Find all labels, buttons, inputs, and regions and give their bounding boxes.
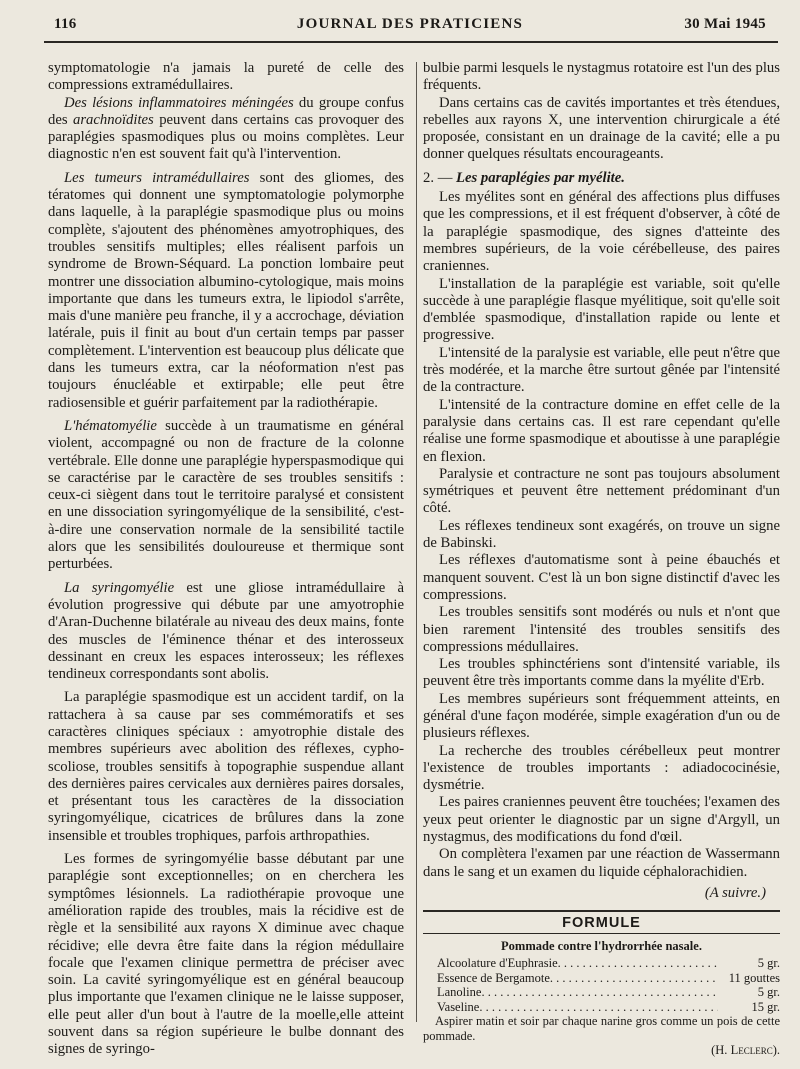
right-column: [423, 60, 780, 1058]
formule-rule-bottom: [423, 933, 780, 934]
ingredient-name: Lanoline: [437, 985, 482, 1000]
paragraph: Les paires craniennes peuvent être touchées; l'examen des yeux peut orienter le diagnostic par un signe d'Argyll, un nystagmus, des modifications du fond d'œil.: [423, 794, 780, 846]
term-hematomyelie: L'hématomyélie: [64, 417, 157, 434]
author-name: Leclerc: [730, 1043, 773, 1058]
paragraph: Les membres supérieurs sont fréquemment atteints, en général d'une façon modérée, simple exagération d'un ou de plusieurs réflexes.: [423, 690, 780, 742]
ingredient-name: Vaseline: [437, 999, 480, 1014]
paragraph: Paralysie et contracture ne sont pas toujours absolument symétriques et peuvent être nettement prédominant d'un côté.: [423, 465, 780, 517]
paragraph: La syringomyélie est une gliose intramédullaire à évolution progressive qui débute par une amyotrophie d'Aran-Duchenne bilatérale au niveau des deux mains, fonte des muscles de l'éminence thénar et des interosseux dessinant en creux les espaces interosseux; les réflexes tendineux correspondants sont abolis.: [48, 579, 404, 683]
formule-subtitle: Pommade contre l'hydrorrhée nasale.: [501, 939, 702, 954]
left-column: [48, 60, 404, 1059]
formule-title: FORMULE: [562, 915, 641, 932]
paragraph: L'intensité de la paralysie est variable, elle peut n'être que très modérée, et la marche être surtout gênée par l'intensité de la contracture.: [423, 344, 780, 396]
ingredient-qty: 15 gr.: [751, 999, 780, 1014]
paragraph: bulbie parmi lesquels le nystagmus rotatoire est l'un des plus fréquents.: [423, 60, 780, 94]
paragraph: La recherche des troubles cérébelleux peut montrer l'existence de troubles importants : adiadococinésie, dysmétrie.: [423, 742, 780, 794]
term-syringomyelie: La syringomyélie: [64, 579, 175, 596]
paragraph: Les troubles sphinctériens sont d'intensité variable, ils peuvent être très importants comme dans la myélite d'Erb.: [423, 656, 780, 690]
term-tumeurs: Les tumeurs intramédullaires: [64, 169, 250, 186]
paragraph: L'intensité de la contracture domine en effet celle de la paralysie dans certains cas. Il est rare cependant qu'elle réalise une forme spasmodique et aboutisse à une paraplégie en flexion.: [423, 396, 780, 465]
paragraph: L'installation de la paraplégie est variable, soit qu'elle succède à une paraplégie flasque myélitique, soit qu'elle soit d'emblée spasmodique, d'installation rapide ou lente et progressive.: [423, 275, 780, 344]
journal-title: JOURNAL DES PRATICIENS: [296, 16, 524, 32]
issue-date: 30 Mai 1945: [684, 16, 766, 32]
ingredient-qty: 5 gr.: [757, 985, 780, 1000]
paragraph: L'hématomyélie succède à un traumatisme en général violent, accompagné ou non de fracture de la colonne vertébrale. Elle donne une paraplégie hyperspasmodique qui se caractérise par le caractère de ses troubles sensitifs : ceux-ci siègent dans tout le territoire paralysé et consistent en une dissociation syringomyélique de la sensibilité, c'est-à-dire une conservation normale de la sensibilité tactile alors que les sensibilités douloureuse et thermique sont perturbées.: [48, 417, 404, 573]
paragraph: Dans certains cas de cavités importantes et très étendues, rebelles aux rayons X, une intervention chirurgicale a été proposée, consistant en un drainage de la cavité; elle a pu donner quelques résultats encourageants.: [423, 94, 780, 163]
formule-row: [423, 956, 780, 971]
column-divider: [416, 62, 417, 1022]
ingredient-name: Alcoolature d'Euphrasie: [437, 956, 558, 971]
paragraph: La paraplégie spasmodique est un accident tardif, on la rattachera à sa cause par ses commémoratifs et ses caractères cliniques spéciaux : amyotrophie distale des membres supérieurs avec abolition des réflexes, cypho-scoliose, troubles sensitifs à topographie suspendue allant des dernières paires cervicales aux dernières paires dorsales, et présentant tous les caractères de la dissociation syringomyélique, cicatrices de brûlures dans la zone insensible et troubles trophiques, parfois arthropathies.: [48, 689, 404, 844]
page-number: 116: [54, 16, 77, 32]
term-lesions: Des lésions inflammatoires méningées: [64, 94, 294, 111]
ingredient-name: Essence de Bergamote: [437, 970, 550, 985]
paragraph: Les formes de syringomyélie basse débutant par une paraplégie sont exceptionnelles; on en cherchera les symptômes lésionnels. La radiothérapie provoque une amélioration rapide des troubles, mais la récidive est de règle et la sensibilité aux rayons X diminue avec chaque récidive; elle devra être faite dans la région médullaire focale que l'examen clinique permettra de préciser avec soin. La cavité syringomyélique est en général beaucoup plus importante que l'examen clinique ne le laisse supposer, elle peut aller d'un bout à l'autre de la moelle,elle atteint souvent dans sa région supérieure le bulbe donnant des signes de syringo-: [48, 851, 404, 1058]
formule-row: [423, 985, 780, 1000]
paragraph: symptomatologie n'a jamais la pureté de celle des compressions extramédullaires.: [48, 60, 404, 94]
running-header: [54, 14, 766, 38]
ingredient-qty: 11 gouttes: [728, 970, 780, 985]
paragraph: Des lésions inflammatoires méningées du groupe confus des arachnoïdites peuvent dans certains cas provoquer des paraplégies spasmodiques plus ou moins complètes. Leur diagnostic n'en est souvent fait qu'à l'intervention.: [48, 94, 404, 163]
term-arachnoidites: arachnoïdites: [73, 111, 154, 128]
ingredient-qty: 5 gr.: [757, 956, 780, 971]
paragraph: Les troubles sensitifs sont modérés ou nuls et n'ont que bien rarement l'intensité des troubles sensitifs des compressions médullaires.: [423, 604, 780, 655]
paragraph: Les tumeurs intramédullaires sont des gliomes, des tératomes qui donnent une symptomatologie polymorphe dans laquelle, à la paraplégie spasmodique plus ou moins complète, s'ajoutent des phénomènes amyotrophiques, des troubles sensitifs multiples; elles réalisent parfois un syndrome de Brown-Séquard. La ponction lombaire peut montrer une dissociation albumino-cytologique, mais moins importante que dans les tumeurs extra, le lipiodol s'arrête, mais d'une manière peu franche, il y a accrochage, déviation latérale, puis il finit au bout d'un certain temps par passer complètement. L'intervention est beaucoup plus délicate que dans les tumeurs extra, car la néoformation n'est pas toujours énucléable et extirpable; elle peut être radiosensible et guérir parfaitement par la radiothérapie.: [48, 169, 404, 411]
paragraph: On complètera l'examen par une réaction de Wassermann dans le sang et un examen du liquide céphalorachidien.: [423, 846, 780, 880]
section-heading: 2. — Les paraplégies par myélite.: [423, 169, 625, 186]
paragraph: Les myélites sont en général des affections plus diffuses que les compressions, et il est fréquent d'observer, à côté de la paraplégie spasmodique, des signes d'atteinte des membres supérieurs, de la voie cérébelleuse, des paires craniennes.: [423, 189, 780, 275]
paragraph: Les réflexes tendineux sont exagérés, on trouve un signe de Babinski.: [423, 517, 780, 552]
formule-instructions: Aspirer matin et soir par chaque narine gros comme un pois de cette pommade.: [423, 1014, 780, 1043]
formule-row: [423, 971, 780, 986]
formule-signature: (H. Leclerc).: [711, 1043, 780, 1058]
formule-row: [423, 1000, 780, 1015]
paragraph: Les réflexes d'automatisme sont à peine ébauchés et manquent souvent. C'est là un bon signe distinctif d'avec les compressions.: [423, 552, 780, 603]
header-rule: [44, 41, 778, 43]
formule-rule-top: [423, 910, 780, 912]
to-be-continued: (A suivre.): [704, 884, 766, 901]
